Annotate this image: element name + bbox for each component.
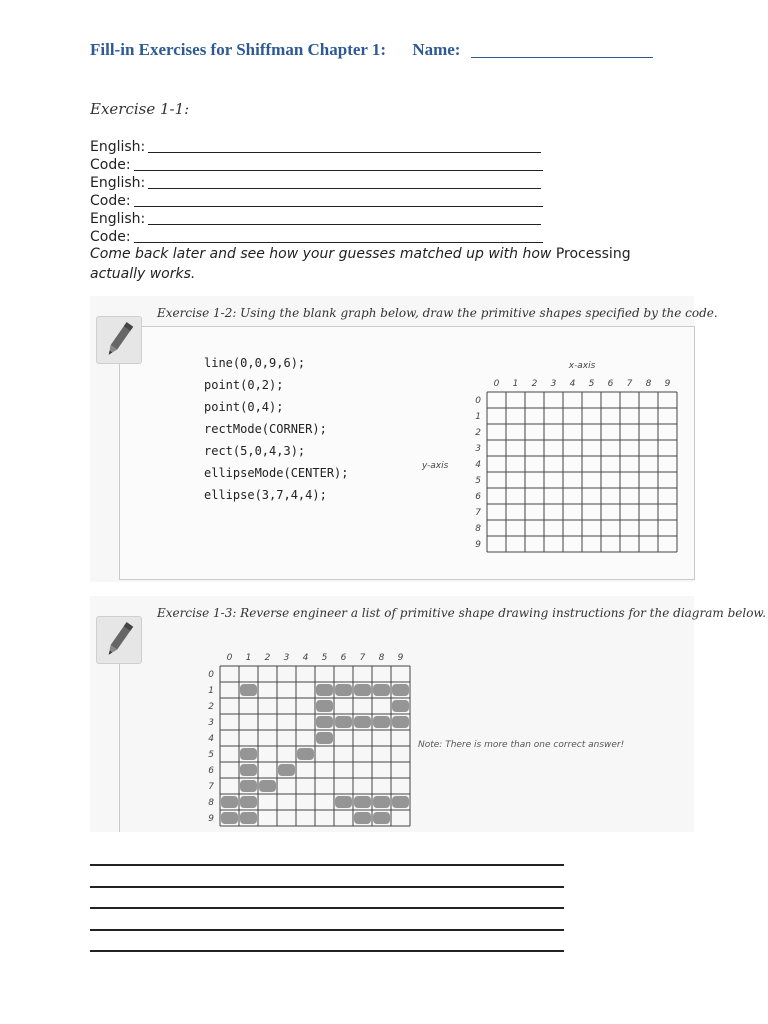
code-line: point(0,4);	[204, 400, 284, 414]
x-axis-label: x-axis	[568, 361, 596, 371]
y-tick-label: 1	[475, 412, 481, 422]
y-tick-label: 8	[475, 524, 481, 534]
note-processing: Processing	[555, 246, 631, 262]
fill-row[interactable]	[90, 209, 541, 227]
filled-cell	[316, 732, 333, 744]
answer-blank[interactable]	[134, 205, 543, 207]
filled-cell	[335, 716, 352, 728]
filled-cell	[240, 780, 257, 792]
x-tick-label: 7	[359, 653, 366, 663]
filled-cell	[335, 684, 352, 696]
y-tick-label: 2	[208, 702, 214, 712]
y-tick-label: 4	[475, 460, 481, 470]
y-tick-label: 9	[208, 814, 214, 824]
row-label: English:	[90, 175, 146, 191]
answer-blank[interactable]	[134, 169, 543, 171]
answer-blank[interactable]	[134, 241, 543, 243]
y-tick-label: 7	[208, 782, 214, 792]
code-line: ellipseMode(CENTER);	[204, 466, 349, 480]
answer-note: Note: There is more than one correct answer!	[418, 740, 625, 750]
fill-row[interactable]	[90, 137, 541, 155]
filled-cell	[297, 748, 314, 760]
answer-blank[interactable]	[148, 223, 541, 225]
y-tick-label: 2	[475, 428, 481, 438]
filled-cell	[354, 716, 371, 728]
x-tick-label: 3	[283, 653, 290, 663]
filled-cell	[392, 716, 409, 728]
filled-cell	[392, 684, 409, 696]
pencil-icon	[97, 317, 141, 363]
y-axis-label: y-axis	[422, 461, 449, 471]
x-tick-label: 8	[645, 379, 652, 389]
filled-cell	[316, 684, 333, 696]
fill-row[interactable]	[90, 155, 543, 173]
y-tick-label: 1	[208, 686, 214, 696]
filled-cell	[221, 812, 238, 824]
filled-cell	[278, 764, 295, 776]
x-tick-label: 7	[626, 379, 633, 389]
filled-cell	[316, 716, 333, 728]
x-tick-label: 3	[550, 379, 557, 389]
code-line: rect(5,0,4,3);	[204, 444, 306, 458]
page-title	[90, 40, 653, 60]
name-field[interactable]	[471, 43, 653, 58]
filled-cell	[221, 796, 238, 808]
x-tick-label: 2	[264, 653, 271, 663]
x-tick-label: 5	[588, 379, 595, 389]
y-tick-label: 3	[208, 718, 214, 728]
filled-cell	[373, 812, 390, 824]
x-tick-label: 5	[321, 653, 328, 663]
answer-line[interactable]	[90, 886, 564, 888]
filled-cell	[240, 684, 257, 696]
y-tick-label: 7	[475, 508, 481, 518]
filled-cell	[240, 764, 257, 776]
y-tick-label: 5	[475, 476, 481, 486]
filled-cell	[240, 796, 257, 808]
y-tick-label: 6	[475, 492, 481, 502]
filled-cell	[373, 684, 390, 696]
filled-cell	[240, 748, 257, 760]
x-tick-label: 4	[302, 653, 309, 663]
pencil-icon	[97, 617, 141, 663]
filled-cell	[316, 700, 333, 712]
filled-cell	[259, 780, 276, 792]
x-tick-label: 1	[245, 653, 252, 663]
exercise-1-2-heading: Exercise 1-2: Using the blank graph below, draw the primitive shapes specified by the code.	[157, 306, 718, 320]
answer-line[interactable]	[90, 950, 564, 952]
code-line: point(0,2);	[204, 378, 284, 392]
filled-cell	[354, 684, 371, 696]
row-label: English:	[90, 211, 146, 227]
y-tick-label: 5	[208, 750, 214, 760]
y-tick-label: 6	[208, 766, 214, 776]
worksheet-title: Fill-in Exercises for Shiffman Chapter 1:	[90, 40, 387, 59]
y-tick-label: 0	[475, 396, 481, 406]
fill-row[interactable]	[90, 227, 543, 245]
filled-cell	[335, 796, 352, 808]
code-line: rectMode(CORNER);	[204, 422, 327, 436]
x-tick-label: 6	[340, 653, 347, 663]
x-tick-label: 0	[226, 653, 233, 663]
code-line: line(0,0,9,6);	[204, 356, 306, 370]
exercise-note	[90, 244, 650, 284]
y-tick-label: 0	[208, 670, 214, 680]
x-tick-label: 6	[607, 379, 614, 389]
x-tick-label: 4	[569, 379, 576, 389]
filled-cell	[392, 700, 409, 712]
row-label: English:	[90, 139, 146, 155]
answer-blank[interactable]	[148, 151, 541, 153]
code-line: ellipse(3,7,4,4);	[204, 488, 327, 502]
exercise-1-1-heading: Exercise 1-1:	[90, 100, 190, 118]
pencil-icon-box	[96, 316, 142, 364]
y-tick-label: 8	[208, 798, 214, 808]
exercise-1-3-heading: Exercise 1-3: Reverse engineer a list of primitive shape drawing instructions for the diagram below.	[157, 606, 767, 620]
x-tick-label: 8	[378, 653, 385, 663]
note-italic: Come back later and see how your guesses matched up with how	[90, 246, 552, 262]
row-label: Code:	[90, 157, 131, 173]
answer-line[interactable]	[90, 907, 564, 909]
note-italic-end: actually works.	[90, 266, 196, 282]
x-tick-label: 2	[531, 379, 538, 389]
filled-cell	[354, 812, 371, 824]
filled-cell	[373, 796, 390, 808]
x-tick-label: 9	[664, 379, 671, 389]
x-tick-label: 1	[512, 379, 519, 389]
answer-line[interactable]	[90, 864, 564, 866]
pencil-icon-box	[96, 616, 142, 664]
blank-graph-grid[interactable]	[420, 352, 690, 562]
filled-cell	[240, 812, 257, 824]
panel-rule	[119, 664, 120, 832]
filled-cell	[373, 716, 390, 728]
row-label: Code:	[90, 193, 131, 209]
answer-line[interactable]	[90, 929, 564, 931]
filled-cell	[354, 796, 371, 808]
fill-row[interactable]	[90, 191, 543, 209]
code-block	[204, 352, 349, 506]
fill-row[interactable]	[90, 173, 541, 191]
row-label: Code:	[90, 229, 131, 245]
name-label: Name:	[412, 40, 461, 59]
x-tick-label: 9	[397, 653, 404, 663]
answer-blank[interactable]	[148, 187, 541, 189]
y-tick-label: 4	[208, 734, 214, 744]
y-tick-label: 3	[475, 444, 481, 454]
diagram-grid	[200, 646, 430, 830]
filled-cell	[392, 796, 409, 808]
y-tick-label: 9	[475, 540, 481, 550]
x-tick-label: 0	[493, 379, 500, 389]
